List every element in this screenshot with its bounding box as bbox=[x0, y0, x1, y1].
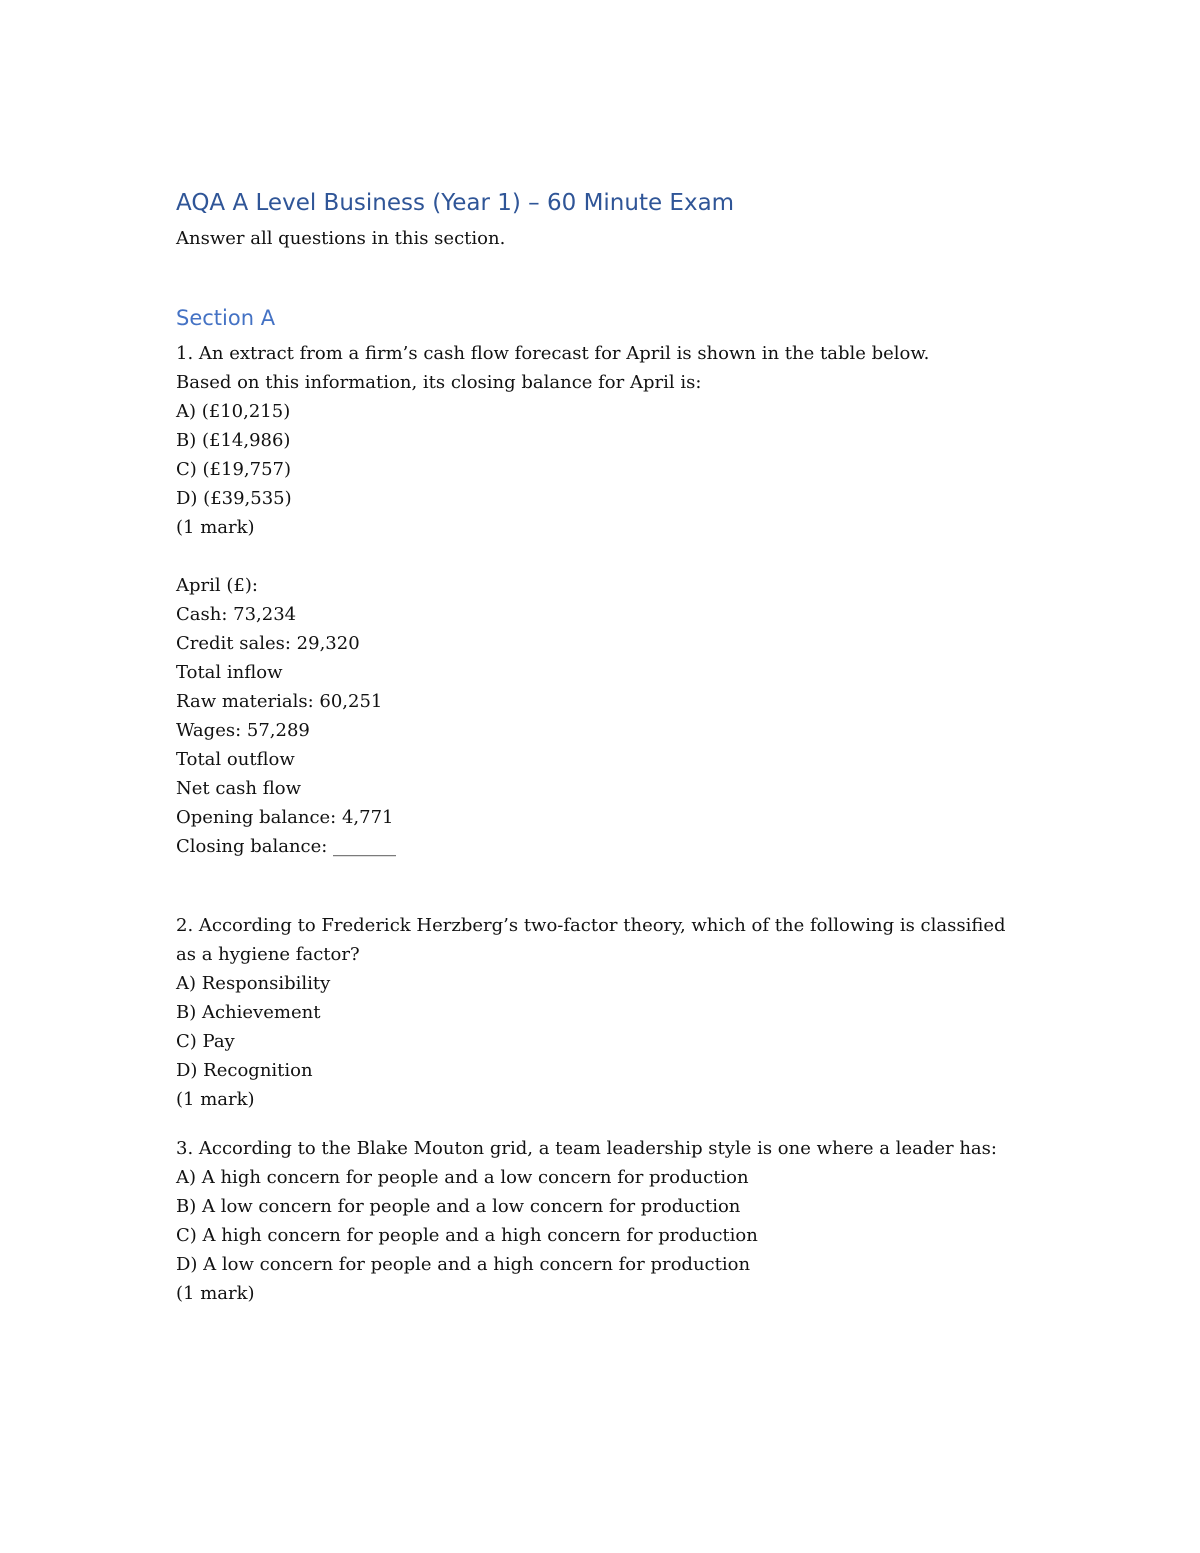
question-2-stem-continued: as a hygiene factor? bbox=[176, 944, 360, 965]
cash-flow-net-cash-flow: Net cash flow bbox=[176, 778, 301, 799]
question-1 bbox=[176, 339, 1036, 542]
cash-flow-total-outflow: Total outflow bbox=[176, 749, 295, 770]
question-3-marks: (1 mark) bbox=[176, 1283, 255, 1304]
question-3-option-c: C) A high concern for people and a high concern for production bbox=[176, 1225, 758, 1246]
question-3-option-d: D) A low concern for people and a high concern for production bbox=[176, 1254, 751, 1275]
question-3-stem: 3. According to the Blake Mouton grid, a team leadership style is one where a leader has: bbox=[176, 1138, 997, 1159]
instructions-text: Answer all questions in this section. bbox=[176, 228, 506, 249]
question-2-option-a: A) Responsibility bbox=[176, 973, 331, 994]
cash-flow-credit-sales: Credit sales: 29,320 bbox=[176, 633, 360, 654]
cash-flow-closing-balance: Closing balance: _______ bbox=[176, 836, 397, 857]
question-1-option-b: B) (£14,986) bbox=[176, 430, 291, 451]
cash-flow-opening-balance: Opening balance: 4,771 bbox=[176, 807, 394, 828]
document-title: AQA A Level Business (Year 1) – 60 Minute Exam bbox=[176, 190, 735, 216]
question-1-option-a: A) (£10,215) bbox=[176, 401, 291, 422]
cash-flow-total-inflow: Total inflow bbox=[176, 662, 283, 683]
question-1-prompt: Based on this information, its closing balance for April is: bbox=[176, 372, 702, 393]
question-3-option-b: B) A low concern for people and a low concern for production bbox=[176, 1196, 741, 1217]
section-heading: Section A bbox=[176, 306, 276, 330]
question-3 bbox=[176, 1134, 1036, 1308]
question-1-option-c: C) (£19,757) bbox=[176, 459, 291, 480]
cash-flow-extract bbox=[176, 571, 1036, 861]
cash-flow-cash: Cash: 73,234 bbox=[176, 604, 297, 625]
question-1-marks: (1 mark) bbox=[176, 517, 255, 538]
question-2-marks: (1 mark) bbox=[176, 1089, 255, 1110]
cash-flow-heading: April (£): bbox=[176, 575, 258, 596]
question-2-option-c: C) Pay bbox=[176, 1031, 235, 1052]
question-2-option-d: D) Recognition bbox=[176, 1060, 313, 1081]
question-2-option-b: B) Achievement bbox=[176, 1002, 321, 1023]
question-2 bbox=[176, 911, 1036, 1114]
question-2-stem: 2. According to Frederick Herzberg’s two-factor theory, which of the following is classified bbox=[176, 915, 1006, 936]
cash-flow-wages: Wages: 57,289 bbox=[176, 720, 310, 741]
question-1-option-d: D) (£39,535) bbox=[176, 488, 292, 509]
question-3-option-a: A) A high concern for people and a low concern for production bbox=[176, 1167, 749, 1188]
cash-flow-raw-materials: Raw materials: 60,251 bbox=[176, 691, 383, 712]
question-1-stem: 1. An extract from a firm’s cash flow forecast for April is shown in the table below. bbox=[176, 343, 930, 364]
